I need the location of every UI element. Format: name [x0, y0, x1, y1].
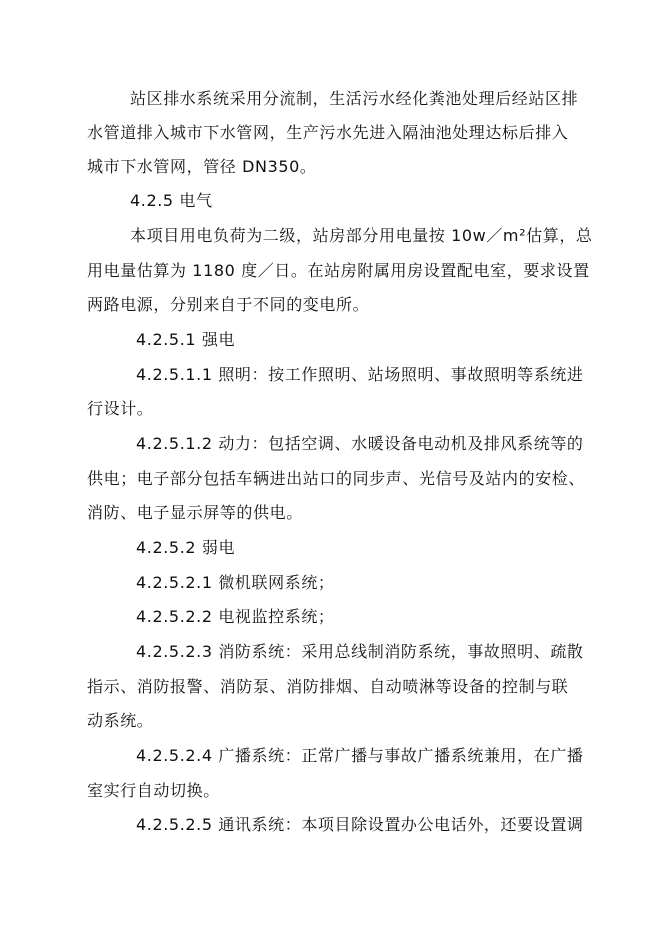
item-communication-line-1: 4.2.5.2.5 通讯系统：本项目除设置办公电话外，还要设置调 — [136, 815, 584, 834]
paragraph-load-line-3: 两路电源，分别来自于不同的变电所。 — [87, 295, 370, 314]
item-broadcast-line-1: 4.2.5.2.4 广播系统：正常广播与事故广播系统兼用，在广播 — [136, 746, 584, 765]
subsection-heading-strong-current: 4.2.5.1 强电 — [136, 330, 236, 349]
item-fire-system-line-3: 动系统。 — [87, 711, 154, 730]
item-power-line-1: 4.2.5.1.2 动力：包括空调、水暖设备电动机及排风系统等的 — [136, 434, 584, 453]
item-lighting-line-2: 行设计。 — [87, 399, 154, 418]
paragraph-drainage-line-2: 水管道排入城市下水管网，生产污水先进入隔油池处理达标后排入 — [87, 123, 569, 142]
item-power-line-2: 供电；电子部分包括车辆进出站口的同步声、光信号及站内的安检、 — [87, 469, 586, 488]
item-power-line-3: 消防、电子显示屏等的供电。 — [87, 503, 303, 522]
subsection-heading-weak-current: 4.2.5.2 弱电 — [136, 538, 236, 557]
paragraph-drainage-line-1: 站区排水系统采用分流制，生活污水经化粪池处理后经站区排 — [130, 89, 579, 108]
paragraph-load-line-2: 用电量估算为 1180 度／日。在站房附属用房设置配电室，要求设置 — [87, 261, 590, 280]
item-fire-system-line-1: 4.2.5.2.3 消防系统：采用总线制消防系统，事故照明、疏散 — [136, 642, 584, 661]
section-heading-electrical: 4.2.5 电气 — [130, 191, 213, 210]
item-cctv-monitoring: 4.2.5.2.2 电视监控系统； — [136, 607, 335, 626]
item-broadcast-line-2: 室实行自动切换。 — [87, 781, 220, 800]
paragraph-drainage-line-3: 城市下水管网，管径 DN350。 — [87, 157, 317, 176]
item-computer-network: 4.2.5.2.1 微机联网系统； — [136, 573, 335, 592]
item-lighting-line-1: 4.2.5.1.1 照明：按工作照明、站场照明、事故照明等系统进 — [136, 365, 584, 384]
paragraph-load-line-1: 本项目用电负荷为二级，站房部分用电量按 10w／m²估算，总 — [130, 226, 593, 245]
item-fire-system-line-2: 指示、消防报警、消防泵、消防排烟、自动喷淋等设备的控制与联 — [87, 677, 569, 696]
